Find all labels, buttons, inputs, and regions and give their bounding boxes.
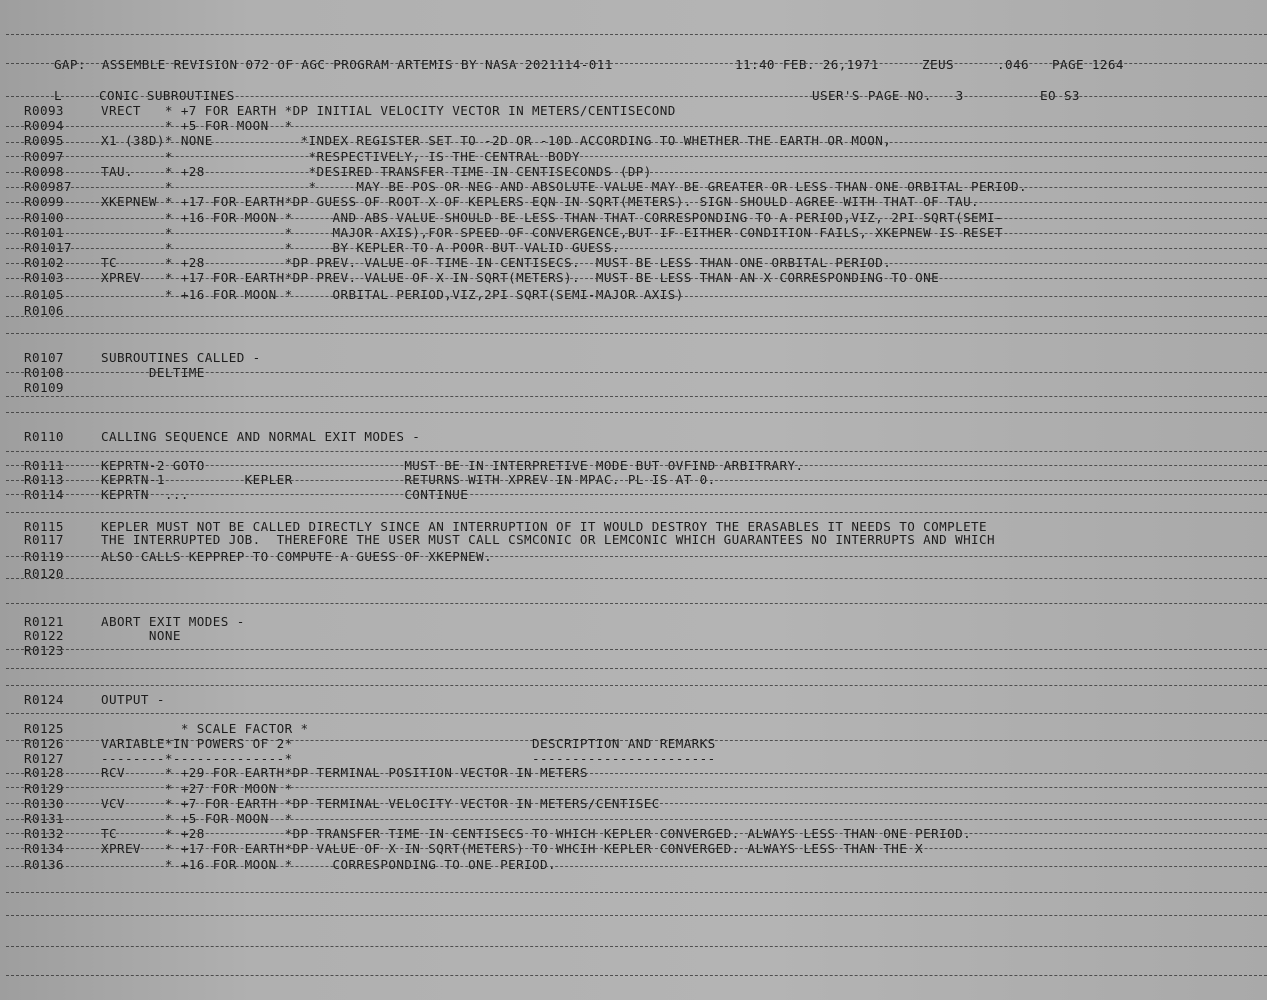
row-label: R0115 <box>24 519 64 534</box>
ruled-line <box>6 278 1267 279</box>
ruled-line <box>6 372 1267 373</box>
ruled-line <box>6 494 1267 495</box>
row-text: OUTPUT - <box>101 692 165 707</box>
ruled-line <box>6 649 1267 650</box>
ruled-line <box>6 218 1267 219</box>
row-label: R0126 <box>24 736 64 751</box>
ruled-line <box>6 668 1267 669</box>
ruled-line <box>6 866 1267 867</box>
header-banner <box>22 42 1124 87</box>
row-label: R0114 <box>24 487 64 502</box>
ruled-line <box>6 96 1267 97</box>
row-label: R0130 <box>24 796 64 811</box>
ruled-line <box>6 946 1267 947</box>
row-text: * +5 FOR MOON * <box>101 118 293 133</box>
row-label: R0094 <box>24 118 64 133</box>
row-text: SUBROUTINES CALLED - <box>101 350 261 365</box>
row-label: R01017 <box>24 240 72 255</box>
row-label: R0101 <box>24 225 64 240</box>
ruled-line <box>6 556 1267 557</box>
row-text: * +27 FOR MOON * <box>101 781 293 796</box>
users-page: USER'S PAGE NO. 3 <box>812 88 964 103</box>
row-label: R0095 <box>24 133 64 148</box>
row-label: R0134 <box>24 841 64 856</box>
ruled-line <box>6 578 1267 579</box>
ruled-line <box>6 480 1267 481</box>
row-label: R0124 <box>24 692 64 707</box>
row-text: ABORT EXIT MODES - <box>101 614 245 629</box>
row-text: KEPRTN ... CONTINUE <box>101 487 469 502</box>
row-label: R0117 <box>24 532 64 547</box>
header-code: .046 <box>997 57 1029 72</box>
row-text: * *RESPECTIVELY, IS THE CENTRAL BODY <box>101 149 580 164</box>
ruled-line <box>6 396 1267 397</box>
row-text: CALLING SEQUENCE AND NORMAL EXIT MODES - <box>101 429 421 444</box>
row-label: R0105 <box>24 287 64 302</box>
ruled-line <box>6 263 1267 264</box>
row-label: R0128 <box>24 765 64 780</box>
ruled-line <box>6 172 1267 173</box>
row-label: R0107 <box>24 350 64 365</box>
log-label: L <box>53 88 62 103</box>
ruled-line <box>6 187 1267 188</box>
ruled-line <box>6 819 1267 820</box>
row-label: R0111 <box>24 458 64 473</box>
row-text: VRECT * +7 FOR EARTH *DP INITIAL VELOCITY VECTOR IN METERS/CENTISECOND <box>101 103 676 118</box>
row-text: * * BY KEPLER TO A POOR BUT VALID GUESS. <box>101 240 620 255</box>
header-datetime: 11:40 FEB. 26,1971 <box>735 57 879 72</box>
ruled-line <box>6 915 1267 916</box>
ruled-line <box>6 848 1267 849</box>
header-system: ZEUS <box>922 57 954 72</box>
row-text: * * MAY BE POS OR NEG AND ABSOLUTE VALUE MAY BE GREATER OR LESS THAN ONE ORBITAL PERIOD. <box>101 179 1027 194</box>
ruled-line <box>6 603 1267 604</box>
row-label: R0103 <box>24 270 64 285</box>
row-label: R0123 <box>24 643 64 658</box>
ruled-line <box>6 63 1267 64</box>
row-text: TC * +28 *DP PREV. VALUE OF TIME IN CENTISECS. MUST BE LESS THAN ONE ORBITAL PERIOD. <box>101 255 892 270</box>
row-text: VARIABLE*IN POWERS OF 2* DESCRIPTION AND REMARKS <box>101 736 716 751</box>
row-text: --------*--------------* ----------------------- <box>101 751 716 766</box>
ruled-line <box>6 316 1267 317</box>
row-text: NONE <box>101 628 181 643</box>
ruled-line <box>6 512 1267 513</box>
row-label: R0122 <box>24 628 64 643</box>
row-text: XKEPNEW * +17 FOR EARTH*DP GUESS OF ROOT X OF KEPLERS EQN IN SQRT(METERS). SIGN SHOULD AGREE WITH THAT OF TAU. <box>101 194 980 209</box>
row-label: R0129 <box>24 781 64 796</box>
ruled-line <box>6 233 1267 234</box>
row-text: * +16 FOR MOON * AND ABS VALUE SHOULD BE LESS THAN THAT CORRESPONDING TO A PERIOD,VIZ, 2PI SQRT(SEMI- <box>101 210 1003 225</box>
eo-code: EO S3 <box>1040 88 1080 103</box>
row-text: * +16 FOR MOON * CORRESPONDING TO ONE PERIOD. <box>101 857 556 872</box>
ruled-line <box>6 202 1267 203</box>
ruled-line <box>6 156 1267 157</box>
row-text: THE INTERRUPTED JOB. THEREFORE THE USER MUST CALL CSMCONIC OR LEMCONIC WHICH GUARANTEES NO INTERRUPTS AND WHICH <box>101 532 995 547</box>
ruled-line <box>6 975 1267 976</box>
row-text: DELTIME <box>101 365 205 380</box>
row-text: KEPLER MUST NOT BE CALLED DIRECTLY SINCE AN INTERRUPTION OF IT WOULD DESTROY THE ERASABLES IT NEEDS TO COMPLETE <box>101 519 988 534</box>
row-label: R0136 <box>24 857 64 872</box>
ruled-line <box>6 126 1267 127</box>
row-label: R0100 <box>24 210 64 225</box>
row-label: R0108 <box>24 365 64 380</box>
row-text: KEPRTN-1 KEPLER RETURNS WITH XPREV IN MPAC. PL IS AT 0. <box>101 472 716 487</box>
row-text: * +5 FOR MOON * <box>101 811 293 826</box>
row-label: R0121 <box>24 614 64 629</box>
row-label: R00987 <box>24 179 72 194</box>
row-text: * * MAJOR AXIS),FOR SPEED OF CONVERGENCE,BUT IF EITHER CONDITION FAILS, XKEPNEW IS RESET <box>101 225 1003 240</box>
row-text: ALSO CALLS KEPPREP TO COMPUTE A GUESS OF XKEPNEW. <box>101 549 493 564</box>
ruled-line <box>6 685 1267 686</box>
ruled-line <box>6 833 1267 834</box>
row-label: R0093 <box>24 103 64 118</box>
row-label: R0132 <box>24 826 64 841</box>
row-text: TAU. * +28 *DESIRED TRANSFER TIME IN CENTISECONDS (DP) <box>101 164 652 179</box>
ruled-line <box>6 713 1267 714</box>
row-label: R0102 <box>24 255 64 270</box>
ruled-line <box>6 142 1267 143</box>
ruled-line <box>6 34 1267 35</box>
ruled-line <box>6 412 1267 413</box>
row-label: R0109 <box>24 380 64 395</box>
ruled-line <box>6 773 1267 774</box>
row-label: R0099 <box>24 194 64 209</box>
row-label: R0113 <box>24 472 64 487</box>
row-text: * SCALE FACTOR * <box>101 721 309 736</box>
row-label: R0120 <box>24 566 64 581</box>
row-text: TC * +28 *DP TRANSFER TIME IN CENTISECS TO WHICH KEPLER CONVERGED. ALWAYS LESS THAN ONE PERIOD. <box>101 826 972 841</box>
section-title: CONIC SUBROUTINES <box>99 88 235 103</box>
ruled-line <box>6 333 1267 334</box>
header-title: GAP: ASSEMBLE REVISION 072 OF AGC PROGRAM ARTEMIS BY NASA 2021114-011 <box>53 57 613 72</box>
ruled-line <box>6 296 1267 297</box>
row-text: * +16 FOR MOON * ORBITAL PERIOD,VIZ,2PI SQRT(SEMI-MAJOR AXIS) <box>101 287 684 302</box>
ruled-line <box>6 803 1267 804</box>
row-text: RCV * +29 FOR EARTH*DP TERMINAL POSITION VECTOR IN METERS <box>101 765 588 780</box>
row-label: R0106 <box>24 303 64 318</box>
row-label: R0125 <box>24 721 64 736</box>
row-text: XPREV * +17 FOR EARTH*DP VALUE OF X IN SQRT(METERS) TO WHCIH KEPLER CONVERGED. ALWAYS LESS THAN THE X <box>101 841 924 856</box>
ruled-line <box>6 892 1267 893</box>
ruled-line <box>6 787 1267 788</box>
row-text: VCV * +7 FOR EARTH *DP TERMINAL VELOCITY VECTOR IN METERS/CENTISEC <box>101 796 660 811</box>
row-label: R0127 <box>24 751 64 766</box>
row-text: XPREV * +17 FOR EARTH*DP PREV. VALUE OF X IN SQRT(METERS). MUST BE LESS THAN AN X CORRESPONDING TO ONE <box>101 270 940 285</box>
ruled-line <box>6 465 1267 466</box>
ruled-line <box>6 248 1267 249</box>
row-label: R0110 <box>24 429 64 444</box>
header-page: PAGE 1264 <box>1052 57 1124 72</box>
row-label: R0119 <box>24 549 64 564</box>
row-label: R0097 <box>24 149 64 164</box>
row-label: R0098 <box>24 164 64 179</box>
ruled-line <box>6 740 1267 741</box>
row-label: R0131 <box>24 811 64 826</box>
row-text: KEPRTN-2 GOTO MUST BE IN INTERPRETIVE MODE BUT OVFIND ARBITRARY. <box>101 458 804 473</box>
row-text: X1 (38D)* NONE *INDEX REGISTER SET TO -2D OR -10D ACCORDING TO WHETHER THE EARTH OR MOON, <box>101 133 892 148</box>
ruled-line <box>6 451 1267 452</box>
